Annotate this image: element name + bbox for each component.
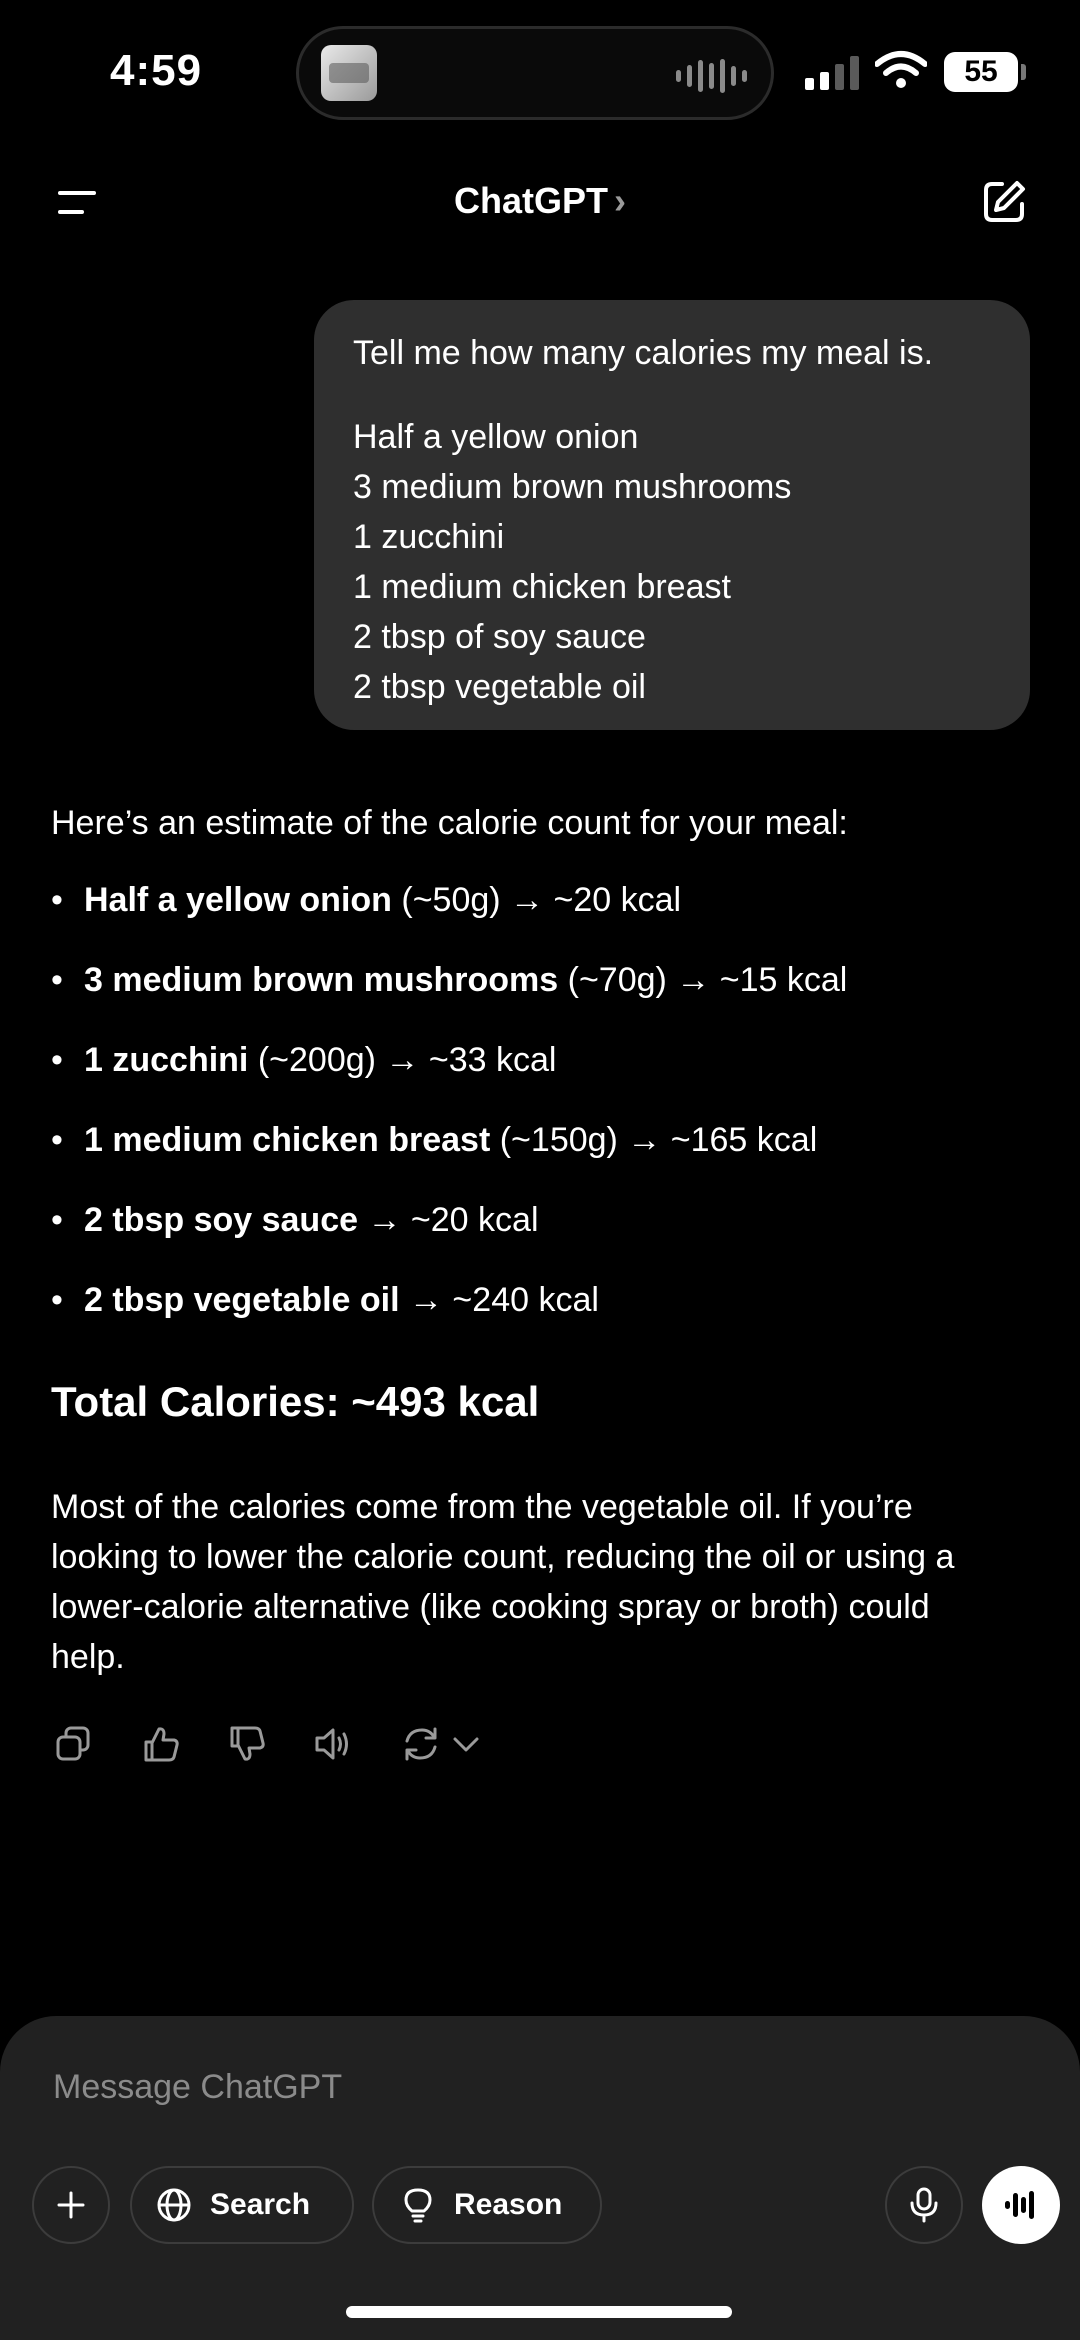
food-calories: → ~240 kcal bbox=[399, 1281, 599, 1319]
food-name: 2 tbsp soy sauce bbox=[84, 1201, 359, 1239]
wifi-icon bbox=[875, 50, 927, 90]
message-input[interactable]: Message ChatGPT bbox=[53, 2068, 343, 2106]
food-calories: (~150g) → ~165 kcal bbox=[490, 1121, 818, 1159]
refresh-icon[interactable] bbox=[401, 1724, 441, 1764]
food-name: 1 medium chicken breast bbox=[84, 1121, 491, 1159]
meal-item: 2 tbsp vegetable oil bbox=[353, 668, 646, 706]
meal-item: Half a yellow onion bbox=[353, 418, 639, 456]
food-name: 2 tbsp vegetable oil bbox=[84, 1281, 400, 1319]
list-item: • 3 medium brown mushrooms (~70g) → ~15 kcal bbox=[51, 961, 848, 999]
assistant-note: Most of the calories come from the vegetable oil. If you’re looking to lower the calorie count, reducing the oil or using a lower-calorie alternative (like cooking spray or broth) could help. bbox=[51, 1488, 955, 1676]
plus-icon bbox=[54, 2188, 88, 2222]
thumbs-up-icon[interactable] bbox=[141, 1724, 181, 1764]
compose-icon[interactable] bbox=[980, 178, 1028, 226]
list-item: • 1 zucchini (~200g) → ~33 kcal bbox=[51, 1041, 557, 1079]
cellular-signal-icon bbox=[805, 56, 859, 90]
model-title: ChatGPT bbox=[453, 180, 608, 221]
now-playing-artwork bbox=[321, 45, 377, 101]
chevron-right-icon: › bbox=[614, 180, 626, 221]
dictation-button[interactable] bbox=[885, 2166, 963, 2244]
status-time: 4:59 bbox=[110, 46, 203, 95]
search-button[interactable] bbox=[130, 2166, 354, 2244]
calorie-list bbox=[51, 877, 847, 1357]
meal-item: 3 medium brown mushrooms bbox=[353, 468, 792, 506]
total-calories-heading: Total Calories: ~493 kcal bbox=[51, 1378, 540, 1425]
reason-label: Reason bbox=[454, 2188, 563, 2221]
food-name: Half a yellow onion bbox=[84, 881, 392, 919]
globe-icon bbox=[156, 2187, 192, 2223]
food-name: 1 zucchini bbox=[84, 1041, 249, 1079]
food-calories: → ~20 kcal bbox=[358, 1201, 539, 1239]
meal-item: 1 zucchini bbox=[353, 518, 505, 556]
user-message-bubble bbox=[314, 300, 1030, 730]
voice-mode-icon bbox=[1001, 2188, 1041, 2222]
user-question: Tell me how many calories my meal is. bbox=[353, 334, 934, 372]
copy-icon[interactable] bbox=[54, 1724, 94, 1764]
food-calories: (~50g) → ~20 kcal bbox=[391, 881, 682, 919]
meal-item: 2 tbsp of soy sauce bbox=[353, 618, 646, 656]
list-item: • 1 medium chicken breast (~150g) → ~165 kcal bbox=[51, 1121, 818, 1159]
reason-button[interactable] bbox=[372, 2166, 602, 2244]
thumbs-down-icon[interactable] bbox=[227, 1724, 267, 1764]
food-name: 3 medium brown mushrooms bbox=[84, 961, 559, 999]
attach-button[interactable] bbox=[32, 2166, 110, 2244]
assistant-intro: Here’s an estimate of the calorie count for your meal: bbox=[51, 804, 848, 842]
list-item: • 2 tbsp vegetable oil → ~240 kcal bbox=[51, 1281, 599, 1319]
chevron-down-icon[interactable] bbox=[446, 1724, 486, 1764]
search-label: Search bbox=[210, 2188, 311, 2221]
audio-waveform-icon bbox=[676, 59, 747, 93]
model-selector[interactable] bbox=[0, 180, 1080, 222]
meal-item: 1 medium chicken breast bbox=[353, 568, 731, 606]
lightbulb-icon bbox=[400, 2187, 436, 2223]
list-item: • 2 tbsp soy sauce → ~20 kcal bbox=[51, 1201, 539, 1239]
voice-mode-button[interactable] bbox=[982, 2166, 1060, 2244]
home-indicator bbox=[346, 2306, 732, 2318]
food-calories: (~70g) → ~15 kcal bbox=[558, 961, 848, 999]
food-calories: (~200g) → ~33 kcal bbox=[248, 1041, 557, 1079]
speaker-icon[interactable] bbox=[313, 1724, 353, 1764]
list-item: • Half a yellow onion (~50g) → ~20 kcal bbox=[51, 881, 682, 919]
battery-indicator: 55 bbox=[944, 52, 1018, 92]
microphone-icon bbox=[907, 2186, 941, 2224]
dynamic-island[interactable] bbox=[296, 26, 774, 120]
